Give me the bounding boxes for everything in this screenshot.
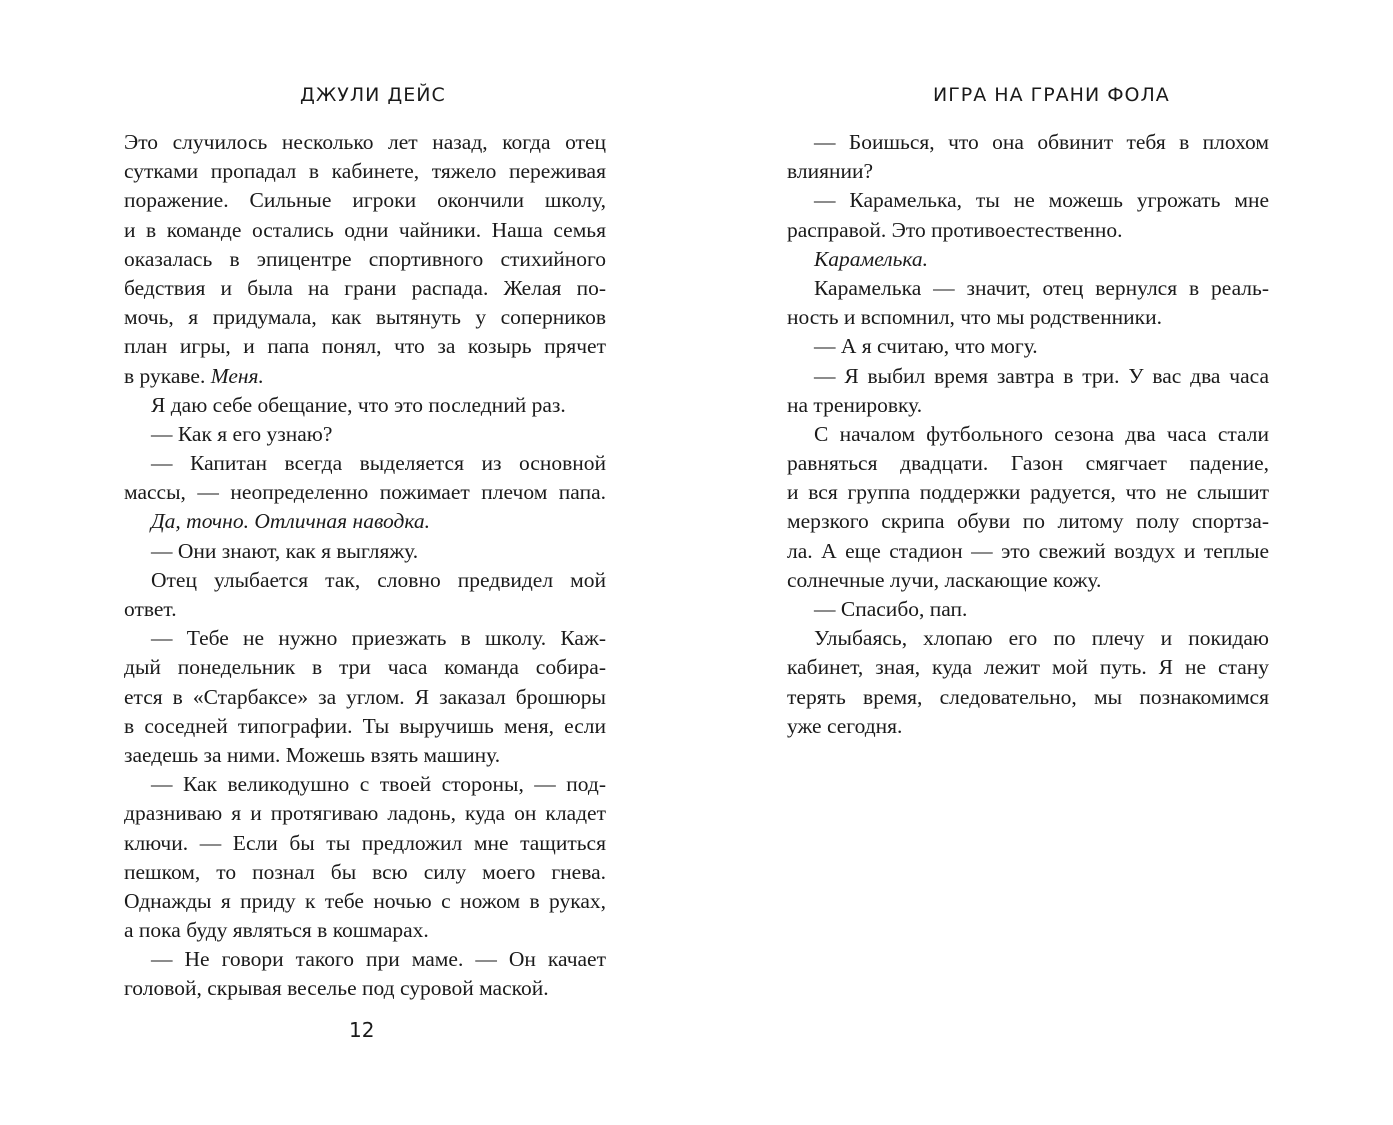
text-line-content: солнечные лучи, ласкающие кожу.	[787, 567, 1102, 592]
text-line	[124, 449, 606, 478]
text-line-content: терять время, следовательно, мы познакомимся	[787, 684, 1269, 709]
text-line-content: ключи. — Если бы ты предложил мне тащиться	[124, 830, 606, 855]
text-line-content: Карамелька — значит, отец вернулся в реаль-	[814, 275, 1269, 300]
text-line	[124, 653, 606, 682]
text-line-content: мочь, я придумала, как вытянуть у соперников	[124, 305, 606, 330]
text-line	[787, 653, 1269, 682]
text-line	[124, 391, 606, 420]
text-line-content: — Не говори такого при маме. — Он качает	[151, 947, 606, 972]
text-line	[124, 332, 606, 361]
text-line	[124, 245, 606, 274]
text-line	[124, 974, 606, 1003]
text-line	[787, 128, 1269, 157]
text-line	[787, 683, 1269, 712]
text-line-content: Улыбаясь, хлопаю его по плечу и покидаю	[814, 626, 1269, 651]
text-line-content: — Спасибо, пап.	[814, 597, 968, 621]
text-line-content: равняться двадцати. Газон смягчает падение,	[787, 451, 1269, 476]
text-line	[787, 391, 1269, 420]
text-line	[124, 624, 606, 653]
text-line	[124, 595, 606, 624]
text-line	[787, 303, 1269, 332]
text-line-content: ответ.	[124, 597, 177, 621]
text-line	[124, 829, 606, 858]
left-page-text	[124, 128, 606, 1004]
text-line	[124, 303, 606, 332]
text-line	[124, 537, 606, 566]
running-head-title: ИГРА НА ГРАНИ ФОЛА	[933, 84, 1170, 106]
text-line-content: сутками пропадал в кабинете, тяжело переживая	[124, 159, 606, 184]
text-line	[787, 420, 1269, 449]
text-line	[787, 362, 1269, 391]
text-line	[787, 537, 1269, 566]
text-line-content: а пока буду являться в кошмарах.	[124, 918, 429, 943]
text-line	[124, 770, 606, 799]
text-line-content: мерзкого скрипа обуви по литому полу спортза-	[787, 509, 1269, 534]
text-line-content: и в команде остались одни чайники. Наша семья	[124, 217, 606, 242]
text-line-content: ла. А еще стадион — это свежий воздух и теплые	[787, 538, 1269, 563]
text-line-content: поражение. Сильные игроки окончили школу,	[124, 188, 606, 213]
text-line	[124, 128, 606, 157]
text-line-content: Да, точно. Отличная наводка.	[151, 509, 430, 534]
text-line	[787, 216, 1269, 245]
text-line	[787, 712, 1269, 741]
text-line	[124, 741, 606, 770]
text-line	[787, 186, 1269, 215]
text-line-content: дразниваю я и протягиваю ладонь, куда он кладет	[124, 801, 606, 826]
text-line	[124, 916, 606, 945]
text-line-content: заедешь за ними. Можешь взять машину.	[124, 742, 501, 767]
text-line-content: ность и вспомнил, что мы родственники.	[787, 305, 1162, 330]
text-line-content: Однажды я приду к тебе ночью с ножом в руках,	[124, 888, 606, 913]
text-line-content: дый понедельник в три часа команда собира-	[124, 655, 606, 680]
text-line	[787, 595, 1269, 624]
text-line-content: на тренировку.	[787, 392, 923, 417]
text-line	[787, 449, 1269, 478]
text-line-content: — Капитан всегда выделяется из основной	[151, 451, 606, 476]
text-line-content: головой, скрывая веселье под суровой маской.	[124, 976, 549, 1001]
text-line-content: Я даю себе обещание, что это последний раз.	[151, 392, 566, 417]
text-line	[124, 799, 606, 828]
text-line-content: расправой. Это противоестественно.	[787, 217, 1123, 242]
page-number: 12	[349, 1018, 375, 1042]
text-line-content: Это случилось несколько лет назад, когда отец	[124, 130, 606, 154]
text-line-content: — А я считаю, что могу.	[814, 334, 1038, 359]
text-line	[124, 362, 606, 391]
text-line-content: массы, — неопределенно пожимает плечом папа.	[124, 480, 606, 505]
text-line-content: — Они знают, как я выгляжу.	[151, 538, 419, 563]
text-line-content: — Тебе не нужно приезжать в школу. Каж-	[151, 626, 606, 651]
text-line-content: кабинет, зная, куда лежит мой путь. Я не стану	[787, 655, 1269, 680]
text-line-content: влиянии?	[787, 159, 874, 184]
text-line-content: и вся группа поддержки радуется, что не слышит	[787, 480, 1269, 505]
text-line	[124, 858, 606, 887]
text-line	[124, 157, 606, 186]
text-line	[787, 274, 1269, 303]
text-line-content: С началом футбольного сезона два часа стали	[814, 421, 1269, 446]
text-line	[787, 566, 1269, 595]
text-line	[787, 332, 1269, 361]
left-page	[0, 0, 696, 1125]
text-line	[124, 566, 606, 595]
text-line	[787, 245, 1269, 274]
text-line	[787, 478, 1269, 507]
text-line-content: — Я выбил время завтра в три. У вас два часа	[814, 363, 1269, 388]
right-page	[696, 0, 1393, 1125]
italic-emphasis: Меня.	[210, 363, 264, 388]
text-line	[124, 945, 606, 974]
text-line	[787, 624, 1269, 653]
running-head-author: ДЖУЛИ ДЕЙС	[300, 84, 446, 106]
text-line	[124, 274, 606, 303]
text-line-content: — Как я его узнаю?	[151, 421, 333, 446]
text-line-content: оказалась в эпицентре спортивного стихийного	[124, 246, 606, 271]
text-line-content: в соседней типографии. Ты выручишь меня, если	[124, 713, 606, 738]
text-line-content: ется в «Старбаксе» за углом. Я заказал брошюры	[124, 684, 606, 709]
text-line	[124, 186, 606, 215]
text-line	[124, 887, 606, 916]
text-line	[124, 712, 606, 741]
right-page-text	[787, 128, 1269, 741]
text-line-content: в рукаве.	[124, 363, 211, 388]
text-line	[787, 157, 1269, 186]
text-line-content: — Как великодушно с твоей стороны, — под-	[151, 772, 606, 797]
text-line-content: пешком, то познал бы всю силу моего гнева.	[124, 859, 606, 884]
text-line-content: уже сегодня.	[787, 713, 903, 738]
text-line	[124, 420, 606, 449]
text-line	[124, 478, 606, 507]
text-line	[787, 507, 1269, 536]
text-line-content: бедствия и была на грани распада. Желая по-	[124, 275, 606, 300]
text-line	[124, 683, 606, 712]
text-line	[124, 507, 606, 536]
text-line-content: Отец улыбается так, словно предвидел мой	[151, 567, 606, 592]
text-line-content: — Боишься, что она обвинит тебя в плохом	[814, 130, 1269, 154]
text-line-content: план игры, и папа понял, что за козырь прячет	[124, 334, 606, 359]
text-line-content: Карамелька.	[814, 246, 929, 271]
text-line	[124, 216, 606, 245]
text-line-content: — Карамелька, ты не можешь угрожать мне	[814, 188, 1269, 213]
